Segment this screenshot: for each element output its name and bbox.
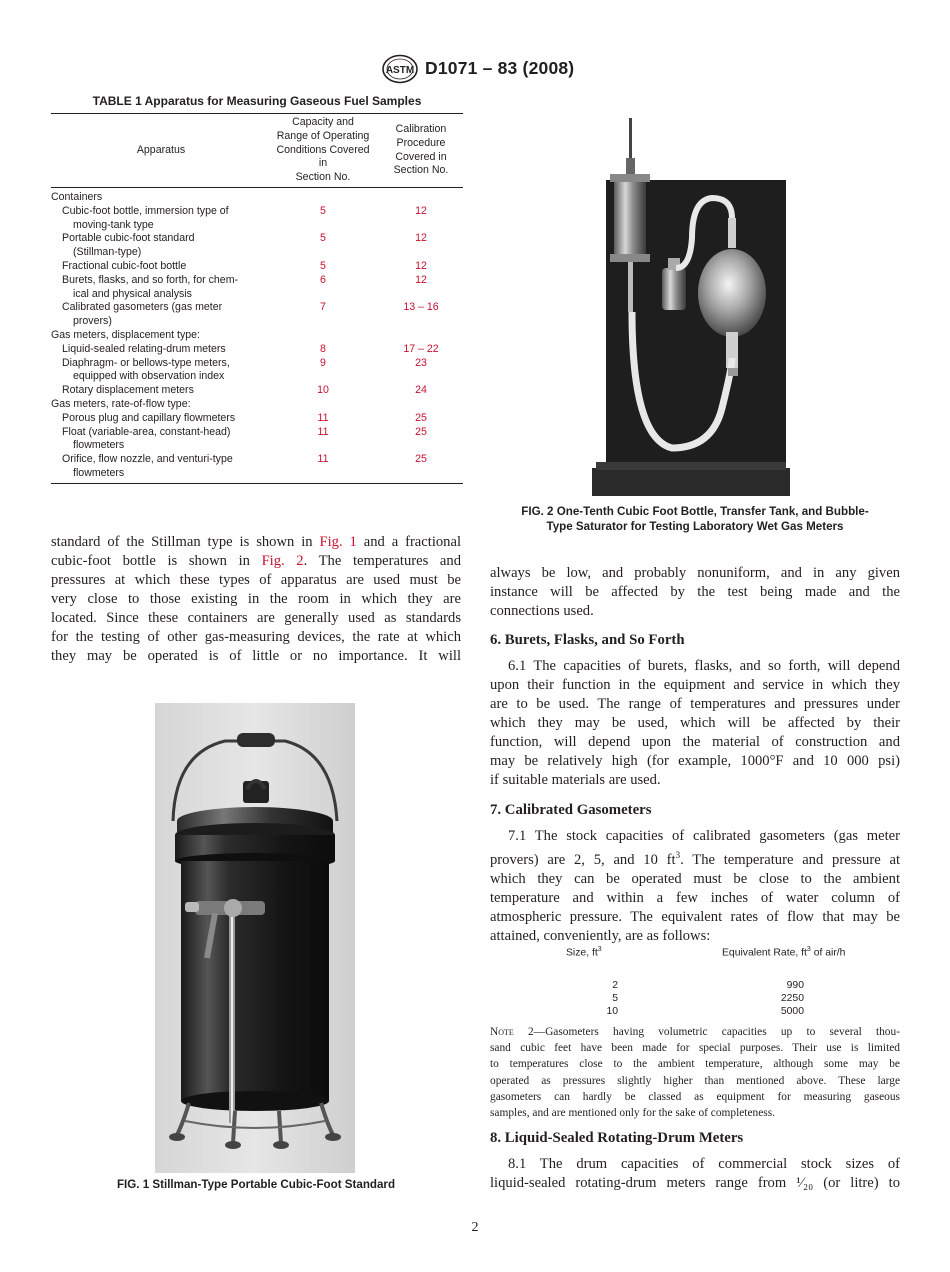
cell-apparatus: Porous plug and capillary flowmeters — [62, 411, 236, 424]
table-title: TABLE 1 Apparatus for Measuring Gaseous Fuel Samples — [92, 94, 422, 108]
cell-capacity-section[interactable]: 11 — [317, 411, 329, 424]
cell-apparatus: Fractional cubic-foot bottle — [62, 259, 187, 272]
cell-apparatus: Cubic-foot bottle, immersion type of moving-tank type — [62, 204, 229, 231]
table-header — [51, 114, 463, 188]
astm-logo-icon — [381, 54, 419, 84]
cell-apparatus: Liquid-sealed relating-drum meters — [62, 342, 226, 355]
cell-apparatus: Rotary displacement meters — [62, 384, 194, 397]
section-7-heading: 7. Calibrated Gasometers — [490, 802, 652, 818]
size-rate-table — [490, 946, 900, 1019]
cell-apparatus: Portable cubic-foot standard (Stillman-type) — [62, 232, 195, 259]
table-row — [51, 205, 463, 233]
cell-calibration-section[interactable]: 12 — [415, 259, 427, 272]
figure-2-caption: FIG. 2 One-Tenth Cubic Foot Bottle, Transfer Tank, and Bubble- Type Saturator for Testing Laboratory Wet Gas Meters — [521, 505, 869, 533]
cell-apparatus: Diaphragm- or bellows-type meters, equipped with observation index — [62, 356, 230, 383]
cell-apparatus: Orifice, flow nozzle, and venturi-type flowmeters — [62, 453, 233, 479]
cell-calibration-section[interactable]: 23 — [415, 356, 427, 369]
table-row — [51, 453, 463, 481]
cell-capacity-section[interactable]: 6 — [320, 273, 326, 286]
size-table-row — [490, 980, 900, 993]
link-fig-1[interactable]: Fig. 1 — [319, 534, 357, 550]
table-row — [51, 412, 463, 426]
table-row — [51, 301, 463, 329]
cell-apparatus: Gas meters, rate-of-flow type: — [51, 397, 191, 410]
table-row — [51, 398, 463, 412]
section-7-paragraph: 7.1 The stock capacities of calibrated gasometers (gas meter provers) are 2, 5, and 10 $ft^3$. The temperature and pressure at which they can be operated must be close to the ambient temperature and within a few inches of water column of atmospheric pressure. The equivalent rates of flow that may be attained, conveniently, are as follows: — [490, 828, 900, 944]
cell-capacity-section[interactable]: 5 — [320, 204, 326, 217]
svg-text:ASTM: ASTM — [385, 65, 415, 76]
link-fig-2[interactable]: Fig. 2 — [261, 553, 304, 569]
section-6-heading: 6. Burets, Flasks, and So Forth — [490, 632, 685, 648]
size-table-header: Size, $ft^3$ Equivalent Rate, $ft^3$ of air/h — [566, 946, 846, 959]
size-value: 10 — [606, 1006, 618, 1017]
table-apparatus — [51, 94, 463, 484]
table-row — [51, 260, 463, 274]
cell-calibration-section[interactable]: 17 – 22 — [403, 342, 439, 355]
cell-calibration-section[interactable]: 12 — [415, 273, 427, 286]
cell-capacity-section[interactable]: 9 — [320, 356, 326, 369]
standard-designation: D1071 – 83 (2008) — [425, 58, 575, 78]
table-row — [51, 329, 463, 343]
note-2: Note 2—Gasometers having volumetric capacities up to several thou- sand cubic feet have been made for special purposes. Their use is limited to temperatures close to the ambient temperature, although some may be operated as pressures slightly higher than mentioned above. These large gasometers can hardly be classed as equipment for measuring gaseous samples, and are mentioned only for the sake of completeness. — [490, 1026, 900, 1120]
page-header — [0, 52, 950, 86]
cell-calibration-section[interactable]: 12 — [415, 204, 427, 217]
table-row — [51, 426, 463, 454]
section-8-paragraph: 8.1 The drum capacities of commercial stock sizes of liquid-sealed rotating-drum meters range from ¹⁄₂₀ (or litre) to — [490, 1156, 900, 1191]
cell-calibration-section[interactable]: 25 — [415, 453, 427, 466]
cell-capacity-section[interactable]: 10 — [317, 384, 329, 397]
cell-capacity-section[interactable]: 8 — [320, 342, 326, 355]
size-value: 5 — [612, 993, 618, 1004]
paragraph-containers-continued: standard of the Stillman type is shown in Fig. 1 and a fractional cubic-foot bottle is shown in Fig. 2. The temperatures and pressures at which these types of apparatus are used must be very close to those existing in the room in which they are located. Since these containers are generally used as standards for the testing of other gas-measuring devices, the rate at which they may be operated is of little or no importance. It will — [51, 534, 462, 664]
cell-apparatus: Float (variable-area, constant-head) flowmeters — [62, 425, 231, 452]
section-8-heading: 8. Liquid-Sealed Rotating-Drum Meters — [490, 1130, 744, 1146]
cell-apparatus: Burets, flasks, and so forth, for chem- ical and physical analysis — [62, 273, 239, 300]
rate-value: 5000 — [780, 1006, 804, 1017]
rate-value: 990 — [786, 980, 804, 991]
paragraph-containers-end: always be low, and probably nonuniform, and in any given instance will be affected by the test being made and the connections used. — [490, 565, 900, 619]
figure-1-caption: FIG. 1 Stillman-Type Portable Cubic-Foot Standard — [116, 1178, 396, 1191]
cell-apparatus: Containers — [51, 191, 103, 203]
table-body — [51, 188, 463, 483]
column-header-capacity: Capacity and Range of Operating Conditions Covered in Section No. — [276, 116, 370, 184]
size-table-row — [490, 1006, 900, 1019]
table-row — [51, 232, 463, 260]
rate-value: 2250 — [780, 993, 804, 1004]
size-value: 2 — [612, 980, 618, 991]
cell-capacity-section[interactable]: 5 — [320, 259, 326, 272]
cell-capacity-section[interactable]: 11 — [317, 453, 329, 466]
cell-calibration-section[interactable]: 24 — [415, 384, 427, 397]
page-number: 2 — [471, 1220, 479, 1235]
table-row — [51, 191, 463, 205]
table-row — [51, 384, 463, 398]
cell-apparatus: Gas meters, displacement type: — [51, 328, 200, 341]
cell-capacity-section[interactable]: 7 — [320, 301, 326, 314]
figure-2-photo — [592, 118, 790, 496]
cell-calibration-section[interactable]: 25 — [415, 411, 427, 424]
column-header-calibration: Calibration Procedure Covered in Section No. — [393, 123, 449, 177]
cell-calibration-section[interactable]: 13 – 16 — [403, 301, 439, 314]
cell-calibration-section[interactable]: 25 — [415, 425, 427, 438]
table-row — [51, 274, 463, 302]
cell-apparatus: Calibrated gasometers (gas meter provers) — [62, 301, 223, 328]
cell-capacity-section[interactable]: 5 — [320, 232, 326, 245]
size-table-row — [490, 993, 900, 1006]
table-row — [51, 343, 463, 357]
cell-calibration-section[interactable]: 12 — [415, 232, 427, 245]
cell-capacity-section[interactable]: 11 — [317, 425, 329, 438]
table-bottom-rule — [51, 483, 463, 484]
table-row — [51, 357, 463, 385]
column-header-apparatus: Apparatus — [136, 144, 186, 156]
figure-1-photo — [155, 703, 355, 1173]
section-6-paragraph: 6.1 The capacities of burets, flasks, and so forth, will depend upon their function in the equipment and service in which they are to be used. The range of temperatures and pressures under which they may be used, which will be affected by their function, will depend upon the material of construction and may be relatively high (for example, 1000°F and 10 000 psi) if suitable materials are used. — [490, 658, 900, 788]
